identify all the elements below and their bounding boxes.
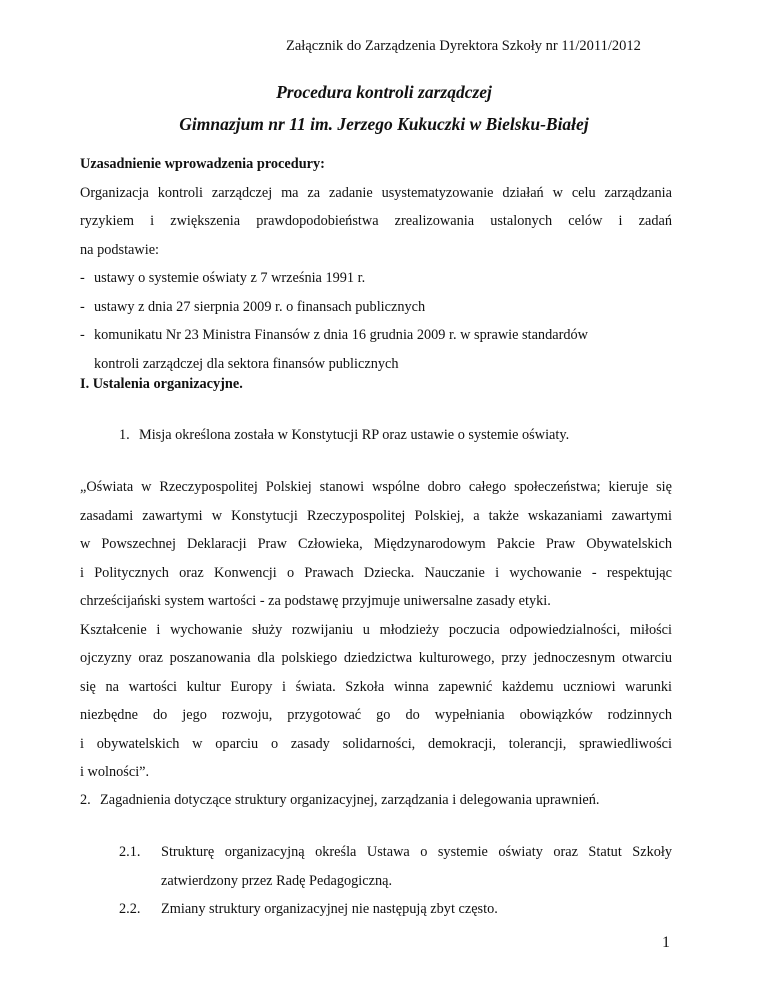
bullet-dash: - xyxy=(80,270,85,286)
subitem-2-2-number: 2.2. xyxy=(119,901,141,917)
quote-line: zasadami zawartymi w Konstytucji Rzeczypospolitej Polskiej, a także wskazaniami zawartymi xyxy=(80,507,672,524)
legal-basis-continuation: kontroli zarządczej dla sektora finansów publicznych xyxy=(94,355,399,372)
quote-line: ojczyzny oraz poszanowania dla polskiego dziedzictwa kulturowego, przy jednoczesnym otwarciu xyxy=(80,650,672,666)
title-line-2: Gimnazjum nr 11 im. Jerzego Kukuczki w Bielsku-Białej xyxy=(179,114,589,134)
quote-line: w Powszechnej Deklaracji Praw Człowieka, Międzynarodowym Pakcie Praw Obywatelskich xyxy=(80,536,672,552)
bullet-dash: - xyxy=(80,298,85,315)
legal-basis-item xyxy=(80,293,672,322)
quote-line: chrześcijański system wartości - za podstawę przyjmuje uniwersalne zasady etyki. xyxy=(80,593,551,609)
legal-basis-text: ustawy z dnia 27 sierpnia 2009 r. o finansach publicznych xyxy=(94,298,426,315)
justification-line-2: ryzykiem i zwiększenia prawdopodobieństwa zrealizowania ustalonych celów i zadań xyxy=(80,213,672,229)
subitem-2-2 xyxy=(119,895,672,924)
bullet-dash: - xyxy=(80,327,85,343)
item-2 xyxy=(80,786,680,815)
quote-line: niezbędne do jego rozwoju, przygotować go do wypełniania obowiązków rodzinnych xyxy=(80,707,672,723)
subitem-2-1-line-1: Strukturę organizacyjną określa Ustawa o systemie oświaty oraz Statut Szkoły xyxy=(161,844,672,860)
legal-basis-item xyxy=(80,321,672,350)
subitem-2-1-number: 2.1. xyxy=(119,844,141,860)
header-note: Załącznik do Zarządzenia Dyrektora Szkoły nr 11/2011/2012 xyxy=(286,38,641,54)
justification-heading: Uzasadnienie wprowadzenia procedury: xyxy=(80,156,325,172)
page-number: 1 xyxy=(662,934,670,951)
quote-line: i wolności”. xyxy=(80,764,150,780)
quote-line: i Politycznych oraz Konwencji o Prawach Dziecka. Nauczanie i wychowanie - respektując xyxy=(80,564,672,581)
subitem-2-1-body xyxy=(161,838,672,895)
legal-basis-item xyxy=(80,264,672,293)
quote-line: Kształcenie i wychowanie służy rozwijaniu u młodzieży poczucia odpowiedzialności, miłości xyxy=(80,621,672,638)
title-line-1: Procedura kontroli zarządczej xyxy=(276,82,492,102)
section-1-heading: I. Ustalenia organizacyjne. xyxy=(80,376,243,392)
item-1 xyxy=(119,421,679,450)
subitem-2-1 xyxy=(119,838,672,895)
subitem-2-2-text: Zmiany struktury organizacyjnej nie następują zbyt często. xyxy=(161,901,498,917)
justification-line-3: na podstawie: xyxy=(80,241,160,258)
justification-line-1: Organizacja kontroli zarządczej ma za zadanie usystematyzowanie działań w celu zarządzania xyxy=(80,184,672,201)
legal-basis-text: ustawy o systemie oświaty z 7 września 1991 r. xyxy=(94,270,366,286)
item-2-number: 2. xyxy=(80,792,91,808)
subitem-2-1-line-2: zatwierdzony przez Radę Pedagogiczną. xyxy=(161,872,393,889)
legal-basis-text: komunikatu Nr 23 Ministra Finansów z dnia 16 grudnia 2009 r. w sprawie standardów xyxy=(94,327,588,343)
quote-line: i obywatelskich w oparciu o zasady solidarności, demokracji, tolerancji, sprawiedliwości xyxy=(80,735,672,752)
mission-quote xyxy=(80,473,672,787)
quote-line: „Oświata w Rzeczypospolitej Polskiej stanowi wspólne dobro całego społeczeństwa; kieruje się xyxy=(80,479,672,495)
item-2-text: Zagadnienia dotyczące struktury organizacyjnej, zarządzania i delegowania uprawnień. xyxy=(100,792,600,808)
item-1-number: 1. xyxy=(119,427,130,443)
item-1-text: Misja określona została w Konstytucji RP oraz ustawie o systemie oświaty. xyxy=(139,427,570,443)
justification-section xyxy=(80,150,672,378)
quote-line: się na wartości kultur Europy i świata. Szkoła winna zapewnić każdemu uczniowi warunki xyxy=(80,678,672,695)
